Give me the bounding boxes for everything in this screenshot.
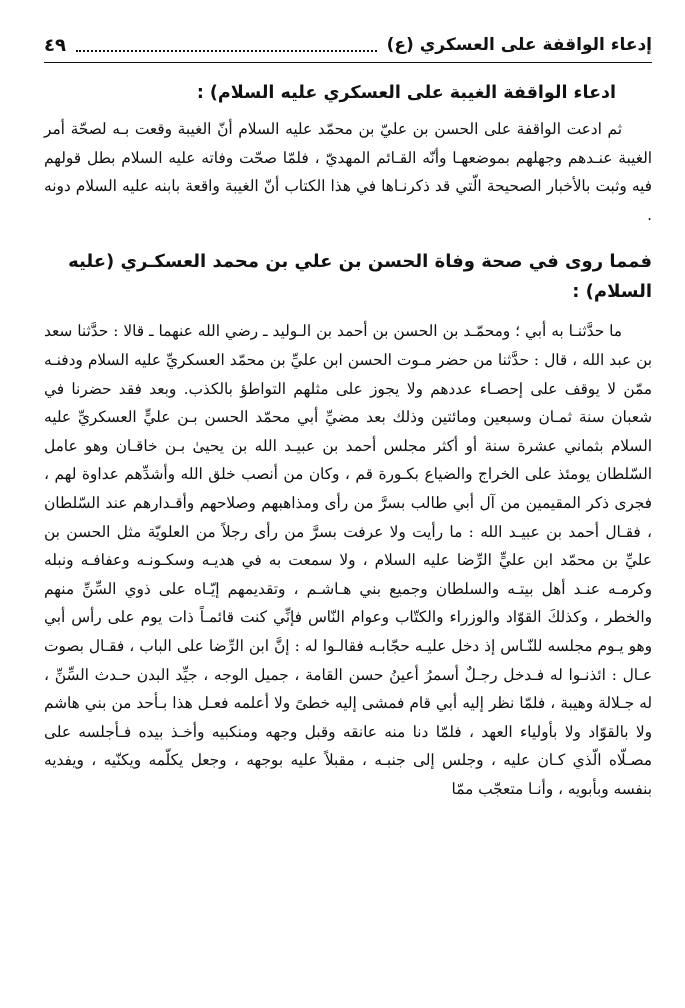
- section-heading-death-narrations: فمما روى في صحة وفاة الحسن بن علي بن محمد العسكـري (عليه السلام) :: [68, 251, 652, 303]
- running-title: إدعاء الواقفة على العسكري (ع): [386, 35, 652, 55]
- dotted-leader: [76, 50, 377, 52]
- body-paragraph-1: ثم ادعت الواقفة على الحسن بن عليّ بن محمّد عليه السلام أنّ الغيبة وقعت بـه لصحّة أمر الغيبة عنـدهم وجهلهم بموضعهـا وأنّه القـائم المهديّ ، فلمّا صحّت وفاته عليه السلام بطل قولهم فيه وثبت بالأخبار الصحيحة الّتي قد ذكرنـاها في هذا الكتاب أنّ الغيبة واقعة بابنه عليه السلام دونه .: [44, 120, 652, 224]
- book-page: [44, 28, 652, 803]
- body-paragraph-2: ما حدَّثنـا به أبي ؛ ومحمّـد بن الحسن بن أحمد بن الـوليد ـ رضي الله عنهما ـ قالا : حدَّثنا سعد بن عبد الله ، قال : حدَّثنا من حضر مـوت الحسن ابن عليِّ بن محمّد العسكريِّ عليه السلام ودفنـه ممّن لا يوقف على إحصـاء عددهم ولا يجوز على مثلهم التواطؤ بالكذب. وبعد فقد حضرنا في شعبان سنة ثمـان وسبعين ومائتين وذلك بعد مضيِّ أبي محمّد الحسن بـن عليٍّ العسكريِّ عليه السلام بثماني عشرة سنة أو أكثر مجلس أحمد بن عبيـد الله بن يحيىٰ بـن خاقـان وهو عامل السّلطان يومئذ على الخراج والضياع بكـورة قم ، وكان من أنصب خلق الله وأشدِّهم عداوة لهم ، فجرى ذكر المقيمين من آل أبي طالب بسرَّ من رأى ومذاهبهم وصلاحهم وأقـدارهم عند السّلطان ، فقـال أحمد بن عبيـد الله : ما رأيت ولا عرفت بسرَّ من رأى رجلاً من العلويّة مثل الحسن بن عليِّ بن محمّد ابن عليٍّ الرِّضا عليه السلام ، ولا سمعت به في هديـه وسكـونـه وعفافـه ونبله وكرمـه عنـد أهل بيتـه والسلطان وجميع بني هـاشـم ، وتقديمهم إيّـاه على ذوي السِّنِّ منهم والخطر ، وكذلكَ القوّاد والوزراء والكتّاب وعوام النّاس فإنِّي كنت قائمـاً ذات يوم على رأس أبي وهو يـوم مجلسه للنّـاس إذ دخل عليـه حجّابـه فقالـوا له : إنَّ ابن الرِّضا على الباب ، فقـال بصوت عـال : ائذنـوا له فـدخل رجـلٌ أسمرُ أعينُ حسن القامة ، جميل الوجه ، جيِّد البدن حـدث السِّنِّ ، له جـلالة وهيبة ، فلمّا نظر إليه أبي قام فمشى إليه خطىً ولا أعلمه فعـل هذا بـأحد من بني هاشم ولا بالقوّاد ولا بأولياء العهد ، فلمّا دنا منه عانقه وقبل وجهه ومنكبيه وأخـذ بيده فـأجلسه على مصـلّاه الّذي كـان عليه ، وجلس إلى جنبـه ، مقبلاً عليه بوجهه ، وجعل يكلّمه ويكنّيه ، ويفديه بنفسه وبأبويه ، وأنـا متعجّب ممّا: [44, 322, 652, 798]
- running-header: [44, 28, 652, 63]
- section-heading-occultation-claim: ادعاء الواقفة الغيبة على العسكري عليه السلام) :: [196, 83, 616, 103]
- page-number: ٤٩: [44, 34, 66, 56]
